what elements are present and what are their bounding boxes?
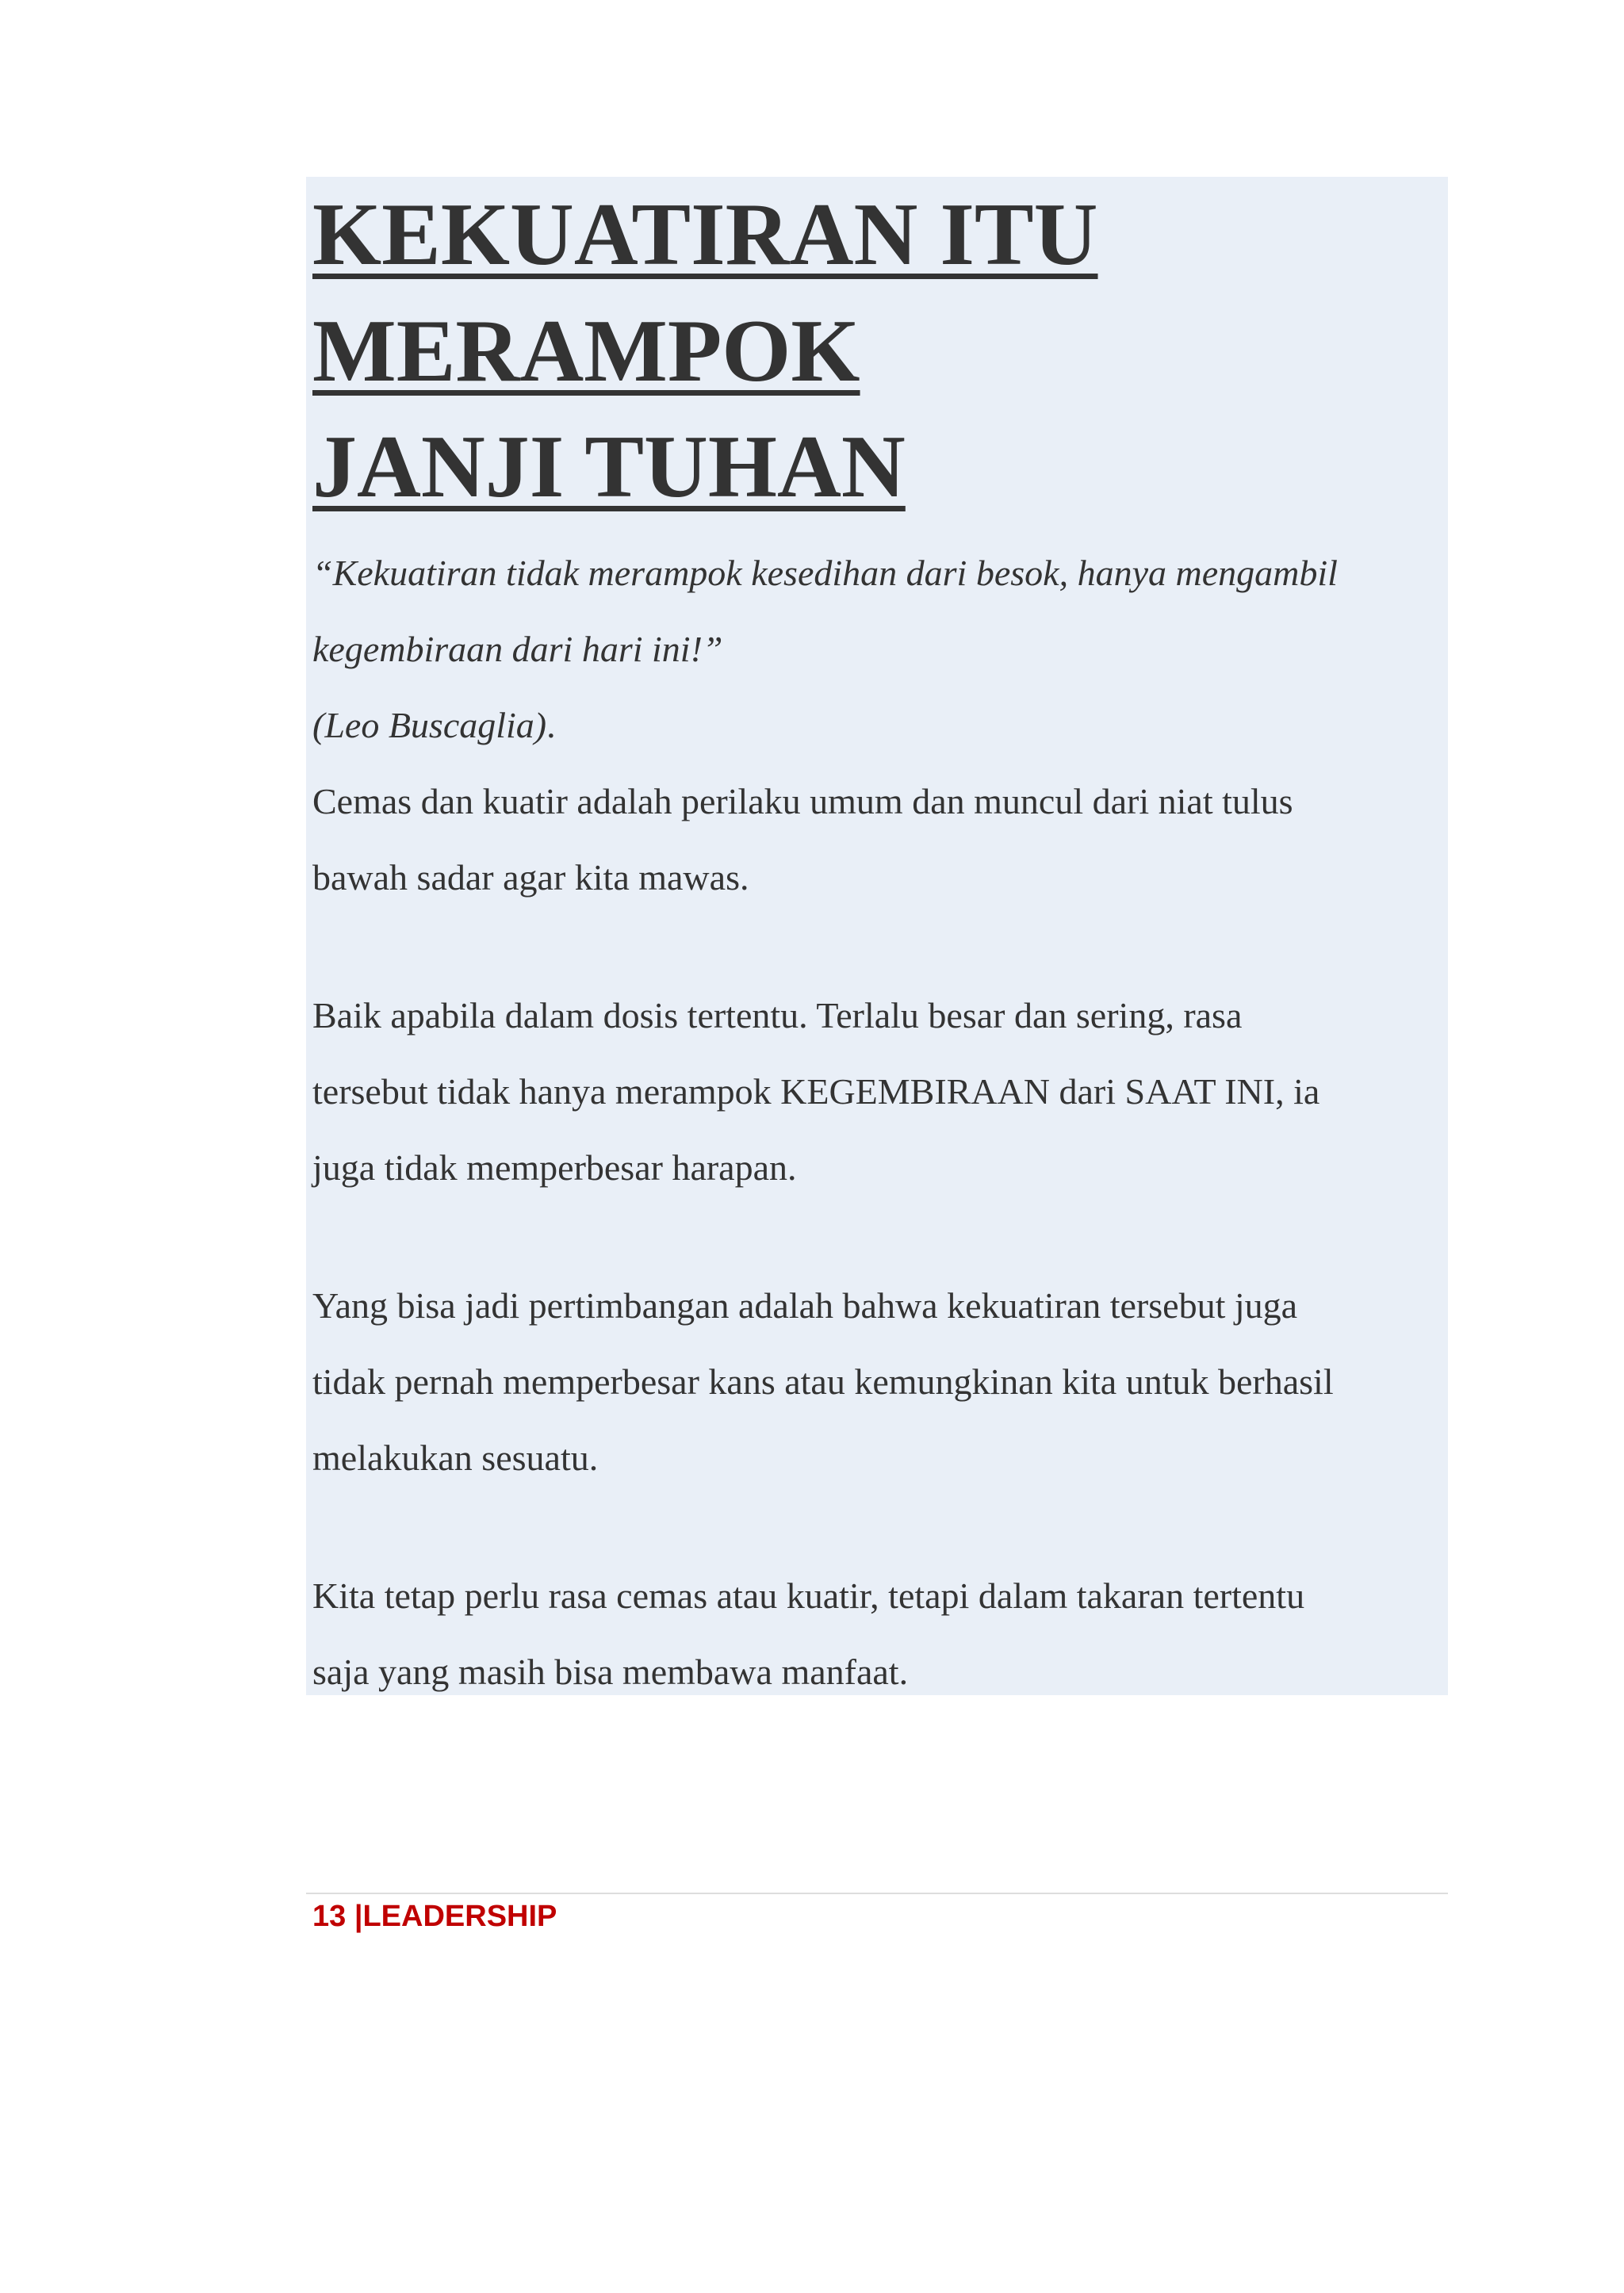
paragraph-3-line-3: melakukan sesuatu. — [312, 1437, 599, 1478]
paragraph-1-line-2: bawah sadar agar kita mawas. — [312, 857, 749, 898]
page-footer-label: 13 |LEADERSHIP — [312, 1900, 557, 1933]
footer-divider — [306, 1893, 1448, 1894]
article-title-line-3: JANJI TUHAN — [312, 418, 906, 516]
paragraph-3-line-2: tidak pernah memperbesar kans atau kemungkinan kita untuk berhasil — [312, 1361, 1334, 1402]
paragraph-2-line-3: juga tidak memperbesar harapan. — [312, 1147, 797, 1188]
quote-author: (Leo Buscaglia) — [312, 705, 547, 745]
paragraph-4-line-1: Kita tetap perlu rasa cemas atau kuatir, tetapi dalam takaran tertentu — [312, 1575, 1305, 1616]
paragraph-4-line-2: saja yang masih bisa membawa manfaat. — [312, 1652, 909, 1692]
quote-attribution-period: . — [546, 705, 556, 745]
paragraph-2-line-1: Baik apabila dalam dosis tertentu. Terlalu besar dan sering, rasa — [312, 995, 1243, 1035]
quote-line-1: “Kekuatiran tidak merampok kesedihan dari besok, hanya mengambil — [312, 553, 1338, 593]
quote-attribution — [312, 707, 556, 744]
quote-line-2: kegembiraan dari hari ini!” — [312, 629, 723, 669]
paragraph-1-line-1: Cemas dan kuatir adalah perilaku umum dan muncul dari niat tulus — [312, 781, 1293, 821]
article-title-line-2: MERAMPOK — [312, 302, 860, 400]
paragraph-3-line-1: Yang bisa jadi pertimbangan adalah bahwa kekuatiran tersebut juga — [312, 1285, 1298, 1326]
paragraph-2-line-2: tersebut tidak hanya merampok KEGEMBIRAAN dari SAAT INI, ia — [312, 1071, 1320, 1112]
article-title-line-1: KEKUATIRAN ITU — [312, 186, 1098, 284]
